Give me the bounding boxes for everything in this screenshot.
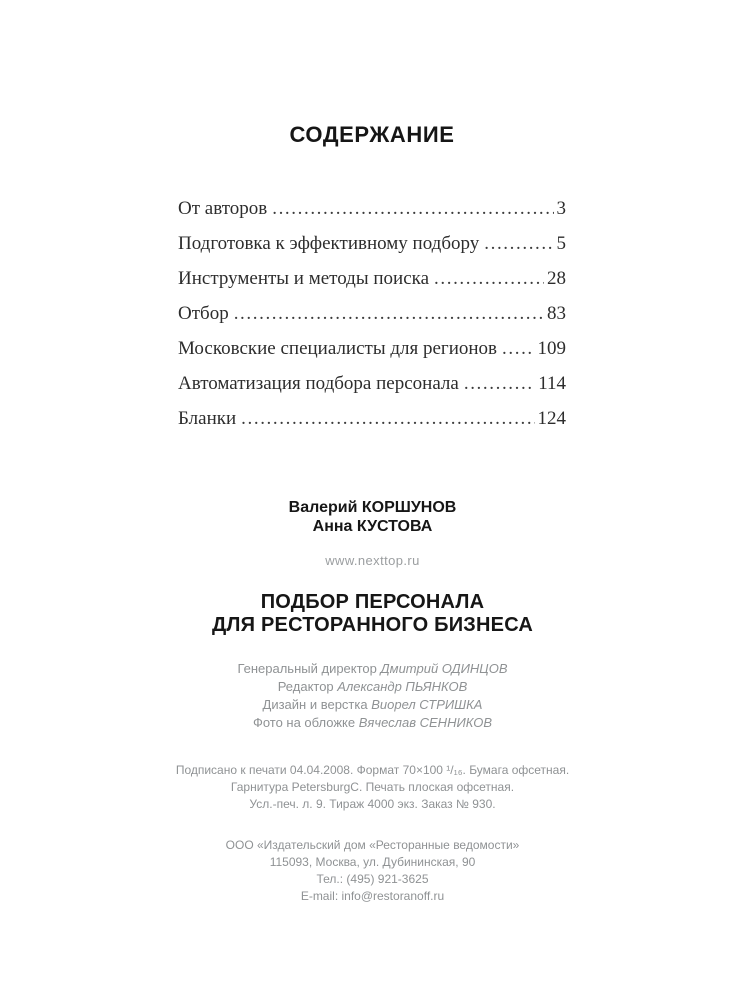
credit-name: Дмитрий ОДИНЦОВ	[380, 661, 508, 676]
toc-entry	[178, 302, 566, 337]
publisher-block	[30, 837, 715, 905]
toc-list	[178, 197, 566, 442]
toc-entry-page: 124	[537, 408, 566, 429]
imprint-line: Усл.-печ. л. 9. Тираж 4000 экз. Заказ № 930.	[249, 797, 496, 811]
toc-entry	[178, 337, 566, 372]
imprint-block	[30, 762, 715, 813]
authors-block	[30, 498, 715, 536]
publisher-phone-line: Тел.: (495) 921-3625	[316, 872, 429, 886]
toc-entry-title: Московские специалисты для регионов	[178, 338, 498, 359]
toc-dot-leader	[272, 197, 553, 221]
toc-entry-page: 28	[547, 268, 566, 289]
credit-role: Генеральный директор	[237, 661, 377, 676]
publisher-name-line: ООО «Издательский дом «Ресторанные ведомости»	[225, 838, 520, 852]
toc-entry-page: 83	[547, 303, 566, 324]
toc-entry	[178, 267, 566, 302]
toc-dot-leader	[434, 267, 544, 291]
credit-line	[30, 714, 715, 732]
toc-entry-title: Автоматизация подбора персонала	[178, 373, 459, 394]
toc-entry	[178, 407, 566, 442]
book-title	[30, 591, 715, 637]
toc-entry	[178, 197, 566, 232]
credit-name: Вячеслав СЕННИКОВ	[358, 715, 493, 730]
toc-entry-page: 109	[537, 338, 566, 359]
toc-entry-title: Бланки	[178, 408, 237, 429]
author-name: Анна КУСТОВА	[312, 518, 433, 535]
imprint-line: Подписано к печати 04.04.2008. Формат 70×100 ¹/₁₆. Бумага офсетная.	[175, 763, 570, 777]
credit-role: Фото на обложке	[252, 715, 356, 730]
publisher-address-line: 115093, Москва, ул. Дубининская, 90	[269, 855, 476, 869]
toc-dot-leader	[234, 302, 544, 326]
toc-entry	[178, 232, 566, 267]
contents-heading: СОДЕРЖАНИЕ	[289, 122, 455, 147]
book-title-line: ДЛЯ РЕСТОРАННОГО БИЗНЕСА	[211, 614, 534, 636]
author-name: Валерий КОРШУНОВ	[288, 499, 457, 516]
toc-entry-title: От авторов	[178, 198, 268, 219]
credit-name: Виорел СТРИШКА	[371, 697, 483, 712]
toc-dot-leader	[464, 372, 535, 396]
credit-line	[30, 696, 715, 714]
toc-entry-title: Отбор	[178, 303, 229, 324]
credit-line	[30, 660, 715, 678]
toc-entry-page: 3	[556, 198, 566, 219]
toc-entry-title: Инструменты и методы поиска	[178, 268, 430, 289]
credit-name: Александр ПЬЯНКОВ	[337, 679, 468, 694]
book-title-line: ПОДБОР ПЕРСОНАЛА	[260, 591, 485, 613]
imprint-line: Гарнитура PetersburgC. Печать плоская офсетная.	[230, 780, 515, 794]
toc-dot-leader	[484, 232, 553, 256]
toc-entry-page: 5	[556, 233, 566, 254]
credit-role: Редактор	[277, 679, 334, 694]
toc-entry	[178, 372, 566, 407]
credits-block	[30, 660, 715, 732]
credit-role: Дизайн и верстка	[262, 697, 368, 712]
toc-dot-leader	[241, 407, 534, 431]
website-url: www.nexttop.ru	[325, 553, 420, 568]
publisher-email-line: E-mail: info@restoranoff.ru	[300, 889, 445, 903]
toc-entry-title: Подготовка к эффективному подбору	[178, 233, 480, 254]
toc-dot-leader	[502, 337, 534, 361]
credit-line	[30, 678, 715, 696]
toc-entry-page: 114	[538, 373, 566, 394]
